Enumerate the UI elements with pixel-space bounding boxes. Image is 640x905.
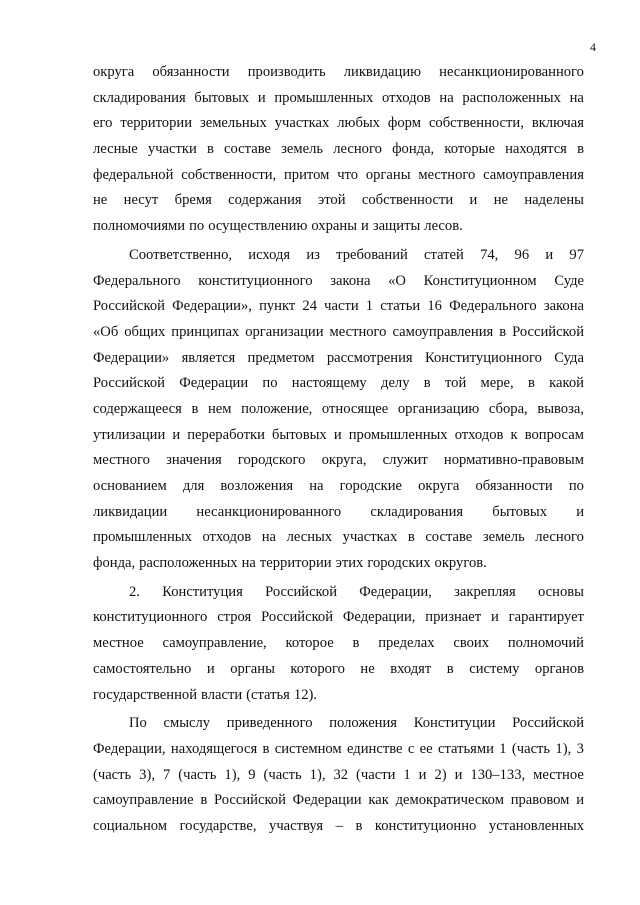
document-body: [93, 60, 584, 840]
text-line: самоуправление в Российской Федерации как демократическом правовом и: [93, 792, 584, 809]
text-line: местного значения городского округа, служит нормативно-правовым: [93, 452, 584, 469]
text-line: (часть 3), 7 (часть 1), 9 (часть 1), 32 (части 1 и 2) и 130–133, местное: [93, 766, 584, 783]
text-line: полномочиями по осуществлению охраны и защиты лесов.: [93, 218, 463, 235]
text-line: основанием для возложения на городские округа обязанности по: [93, 478, 584, 494]
text-line: Федерального конституционного закона «О Конституционном Суде: [93, 272, 584, 289]
text-line: «Об общих принципах организации местного самоуправления в Российской: [93, 323, 584, 340]
text-line: не несут бремя содержания этой собственности и не наделены: [93, 192, 584, 209]
paragraph: [93, 580, 584, 708]
text-line: федеральной собственности, притом что органы местного самоуправления: [93, 166, 584, 183]
text-line: конституционного строя Российской Федерации, признает и гарантирует: [93, 609, 584, 626]
text-line: утилизации и переработки бытовых и промышленных отходов к вопросам: [93, 426, 584, 443]
text-line: Соответственно, исходя из требований статей 74, 96 и 97: [129, 246, 584, 263]
paragraph: [93, 711, 584, 839]
text-line: самостоятельно и органы которого не входят в систему органов: [93, 660, 584, 677]
paragraph: [93, 243, 584, 577]
text-line: округа обязанности производить ликвидацию несанкционированного: [93, 64, 584, 80]
text-line: Федерации, находящегося в системном единстве с ее статьями 1 (часть 1), 3: [93, 740, 584, 757]
text-line: ликвидации несанкционированного складирования бытовых и: [93, 503, 584, 520]
text-line: Федерации» является предметом рассмотрения Конституционного Суда: [93, 349, 584, 366]
text-line: Российской Федерации по настоящему делу в той мере, в какой: [93, 375, 584, 392]
text-line: лесные участки в составе земель лесного фонда, которые находятся в: [93, 141, 584, 158]
text-line: содержащееся в нем положение, относящее организацию сбора, вывоза,: [93, 400, 584, 417]
text-line: местное самоуправление, которое в пределах своих полномочий: [93, 635, 584, 652]
paragraph: [93, 60, 584, 240]
text-line: Российской Федерации», пункт 24 части 1 статьи 16 Федерального закона: [93, 298, 584, 315]
text-line: промышленных отходов на лесных участках в составе земель лесного: [93, 529, 584, 546]
text-line: По смыслу приведенного положения Конституции Российской: [129, 715, 584, 732]
page-number: 4: [590, 40, 596, 54]
text-line: фонда, расположенных на территории этих городских округов.: [93, 555, 487, 572]
text-line: складирования бытовых и промышленных отходов на расположенных на: [93, 89, 584, 106]
text-line: государственной власти (статья 12).: [93, 686, 317, 703]
text-line: 2. Конституция Российской Федерации, закрепляя основы: [129, 583, 584, 600]
text-line: его территории земельных участках любых форм собственности, включая: [93, 115, 584, 132]
text-line: социальном государстве, участвуя – в конституционно установленных: [93, 817, 584, 834]
